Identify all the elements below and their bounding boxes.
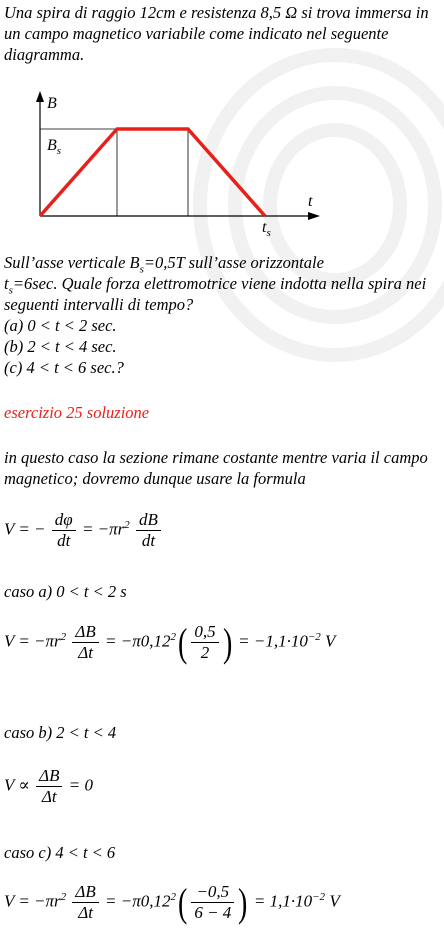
formula-main: V = − $\frac{d\varphi}{dt}$ = $-\pi r^2$ $\frac{dB}{dt}$ — [4, 510, 440, 551]
question-item-b: (b) 2 < t < 4 sec. — [4, 337, 117, 356]
solution-text: in questo caso la sezione rimane costante mentre varia il campo magnetico; dovremo dunque usare la formula — [4, 448, 428, 488]
b-field-diagram — [0, 88, 330, 238]
svg-text:t — [308, 193, 313, 210]
formula-case-a: $V = -\pi r^2$ $\frac{\Delta B}{\Delta t}$ = $-\pi 0,12^2$( $\frac{0,5}{2}$ ) = $-1,1\cdot 10^{-2}$ V — [4, 619, 336, 665]
solution-title: esercizio 25 soluzione — [4, 403, 150, 422]
intro-text: Una spira di raggio 12cm e resistenza 8,5 Ω si trova immersa in un campo magnetico variabile come indicato nel seguente diagramma. — [4, 3, 429, 64]
question-line-1: Sull’asse verticale $B_s=0,5T$ sull’asse orizzontale — [4, 253, 324, 276]
y-axis-label: B — [47, 95, 57, 112]
svg-text:B — [47, 95, 57, 112]
svg-text:ts — [262, 219, 271, 238]
case-c-label: caso c) 4 < t < 6 — [4, 843, 116, 862]
ts-sub: s — [266, 227, 271, 238]
formula-case-c: $V = -\pi r^2$ $\frac{\Delta B}{\Delta t}$ = $-\pi 0,12^2$( $\frac{-0,5}{6 - 4}$ ) = $1,1\cdot 10^{-2}$ V — [4, 879, 340, 925]
fraction-dphi-dt: $\frac{d\varphi}{dt}$ — [52, 510, 76, 551]
question-item-c: (c) 4 < t < 6 sec.? — [4, 358, 124, 377]
bs-label: B — [47, 137, 57, 154]
svg-text:Bs — [47, 137, 61, 157]
x-axis-label: t — [308, 193, 313, 210]
question-item-a: (a) 0 < t < 2 sec. — [4, 316, 117, 335]
ts-label: t — [262, 219, 267, 236]
question-line-2: $t_s=6\sec$. Quale forza elettromotrice viene indotta nella spira nei seguenti intervalli di tempo? — [4, 274, 427, 314]
case-b-label: caso b) 2 < t < 4 — [4, 723, 117, 742]
question-block — [4, 252, 440, 378]
case-a-label: caso a) 0 < t < 2 s — [4, 582, 127, 601]
bs-sub: s — [56, 145, 62, 157]
formula-case-b: V ∝ $\frac{\Delta B}{\Delta t}$ = 0 — [4, 766, 93, 806]
fraction-db-dt: $\frac{dB}{dt}$ — [136, 510, 161, 551]
